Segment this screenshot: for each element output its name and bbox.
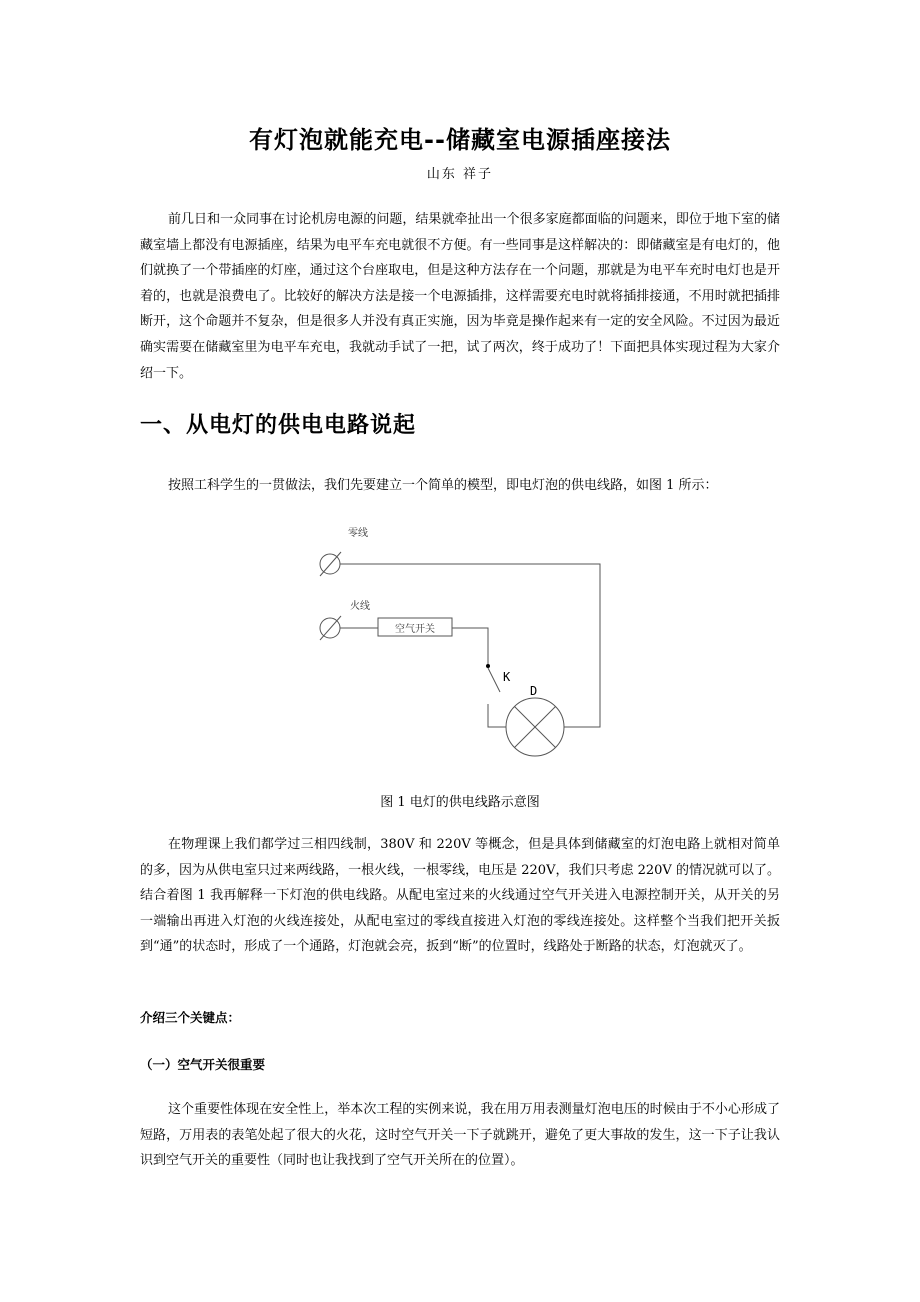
label-switch-k: K (503, 670, 511, 684)
point-1-paragraph: 这个重要性体现在安全性上，举本次工程的实例来说，我在用万用表测量灯泡电压的时候由于不小心形成了短路，万用表的表笔处起了很大的火花，这时空气开关一下子就跳开，避免了更大事故的发生，这一下子让我认识到空气开关的重要性（同时也让我找到了空气开关所在的位置）。 (140, 1102, 780, 1169)
section-1-intro: 按照工科学生的一贯做法，我们先要建立一个简单的模型，即电灯泡的供电线路，如图 1 所示： (168, 478, 718, 493)
paragraph-circuit-explanation: 在物理课上我们都学过三相四线制，380V 和 220V 等概念，但是具体到储藏室的灯泡电路上就相对简单的多，因为从供电室只过来两线路，一根火线，一根零线，电压是 220V，我们只考虑 220V 的情况就可以了。结合着图 1 我再解释一下灯泡的供电线路。从配电室过来的火线通过空气开关进入电源控制开关，从开关的另一端输出再进入灯泡的火线连接处，从配电室过的零线直接进入灯泡的零线连接处。这样整个当我们把开关扳到“通”的状态时，形成了一个通路，灯泡就会亮，扳到“断”的位置时，线路处于断路的状态，灯泡就灭了。 (140, 837, 780, 955)
label-live: 火线 (350, 601, 370, 612)
breaker-to-switch-wire (452, 628, 488, 664)
document-title: 有灯泡就能充电--储藏室电源插座接法 (249, 126, 671, 154)
switch-pivot (486, 664, 490, 668)
figure-caption: 图 1 电灯的供电线路示意图 (380, 795, 540, 810)
key-points-heading: 介绍三个关键点： (140, 1010, 241, 1025)
intro-paragraph: 前几日和一众同事在讨论机房电源的问题，结果就牵扯出一个很多家庭都面临的问题来，即位于地下室的储藏室墙上都没有电源插座，结果为电平车充电就很不方便。有一些同事是这样解决的：即储藏室是有电灯的，他们就换了一个带插座的灯座，通过这个台座取电，但是这种方法存在一个问题，那就是为电平车充时电灯也是开着的，也就是浪费电了。比较好的解决方法是接一个电源插排，这样需要充电时就将插排接通，不用时就把插排断开，这个命题并不复杂，但是很多人并没有真正实施，因为毕竟是操作起来有一定的安全风险。不过因为最近确实需要在储藏室里为电平车充电，我就动手试了一把，试了两次，终于成功了！下面把具体实现过程为大家介绍一下。 (140, 212, 780, 381)
switch-blade (488, 668, 500, 692)
point-1-heading: （一）空气开关很重要 (140, 1057, 266, 1072)
circuit-diagram (300, 520, 620, 765)
section-1-heading: 一、从电灯的供电电路说起 (140, 413, 417, 438)
label-breaker: 空气开关 (395, 624, 435, 635)
label-lamp-d: D (530, 684, 538, 698)
neutral-wire (340, 564, 600, 727)
switch-to-lamp-wire (488, 704, 506, 727)
label-neutral: 零线 (348, 528, 368, 539)
author-line: 山东 祥子 (426, 167, 494, 182)
